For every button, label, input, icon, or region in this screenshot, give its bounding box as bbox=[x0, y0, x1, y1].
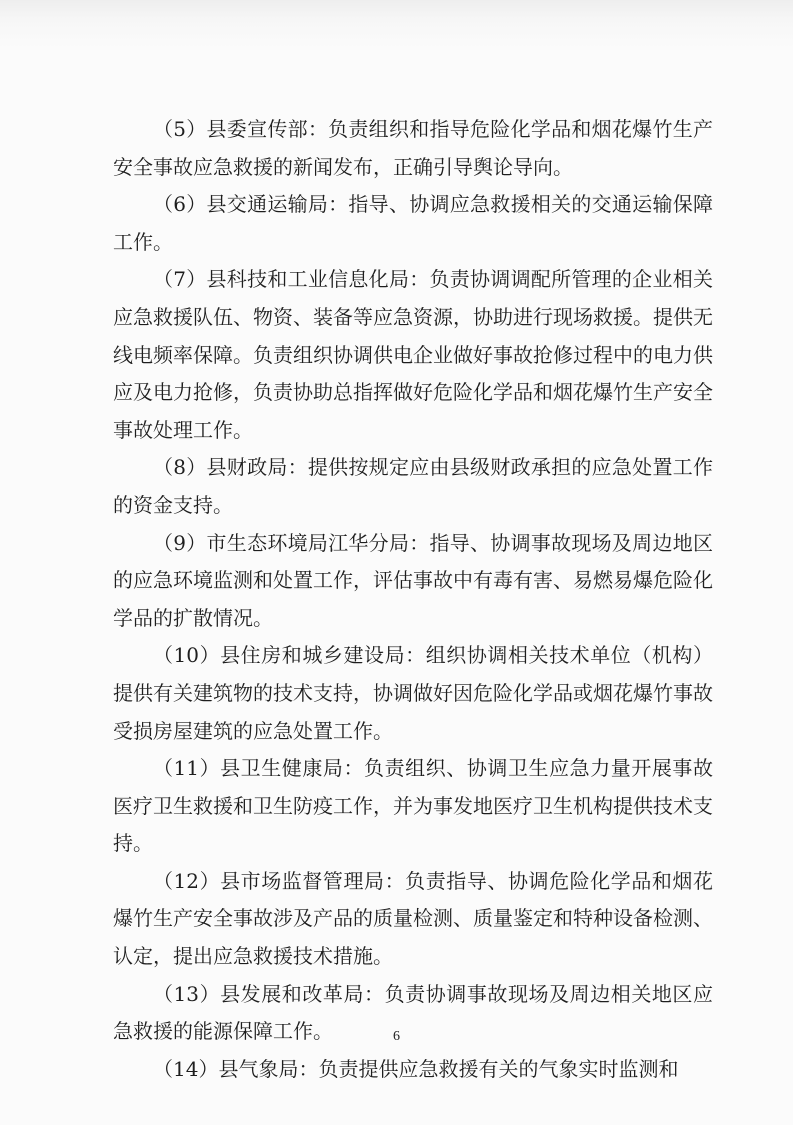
paragraph-item-8: （8）县财政局：提供按规定应由县级财政承担的应急处置工作的资金支持。 bbox=[113, 455, 713, 517]
paragraph-item-14: （14）县气象局：负责提供应急救援有关的气象实时监测和 bbox=[153, 1056, 679, 1081]
paragraph-item-7: （7）县科技和工业信息化局：负责协调调配所管理的企业相关应急救援队伍、物资、装备等应急资源，协助进行现场救援。提供无线电频率保障。负责组织协调供电企业做好事故抢修过程中的电力供应及电力抢修，负责协助总指挥做好危险化学品和烟花爆竹生产安全事故处理工作。 bbox=[113, 267, 713, 442]
paragraph-item-10: （10）县住房和城乡建设局：组织协调相关技术单位（机构）提供有关建筑物的技术支持，协调做好因危险化学品或烟花爆竹事故受损房屋建筑的应急处置工作。 bbox=[113, 643, 713, 743]
paragraph-item-5: （5）县委宣传部：负责组织和指导危险化学品和烟花爆竹生产安全事故应急救援的新闻发布，正确引导舆论导向。 bbox=[113, 117, 713, 179]
paragraph-item-12: （12）县市场监督管理局：负责指导、协调危险化学品和烟花爆竹生产安全事故涉及产品的质量检测、质量鉴定和特种设备检测、认定，提出应急救援技术措施。 bbox=[113, 868, 713, 969]
paragraph-item-13: （13）县发展和改革局：负责协调事故现场及周边相关地区应急救援的能源保障工作。 bbox=[113, 981, 713, 1044]
document-body bbox=[113, 111, 713, 1088]
paragraph-item-6: （6）县交通运输局：指导、协调应急救援相关的交通运输保障工作。 bbox=[113, 192, 713, 254]
scan-edge-shadow bbox=[0, 0, 793, 48]
page-number: 6 bbox=[393, 1029, 400, 1044]
paragraph-item-11: （11）县卫生健康局：负责组织、协调卫生应急力量开展事故医疗卫生救援和卫生防疫工作，并为事发地医疗卫生机构提供技术支持。 bbox=[113, 756, 713, 856]
paragraph-item-9: （9）市生态环境局江华分局：指导、协调事故现场及周边地区的应急环境监测和处置工作，评估事故中有毒有害、易燃易爆危险化学品的扩散情况。 bbox=[113, 530, 713, 630]
